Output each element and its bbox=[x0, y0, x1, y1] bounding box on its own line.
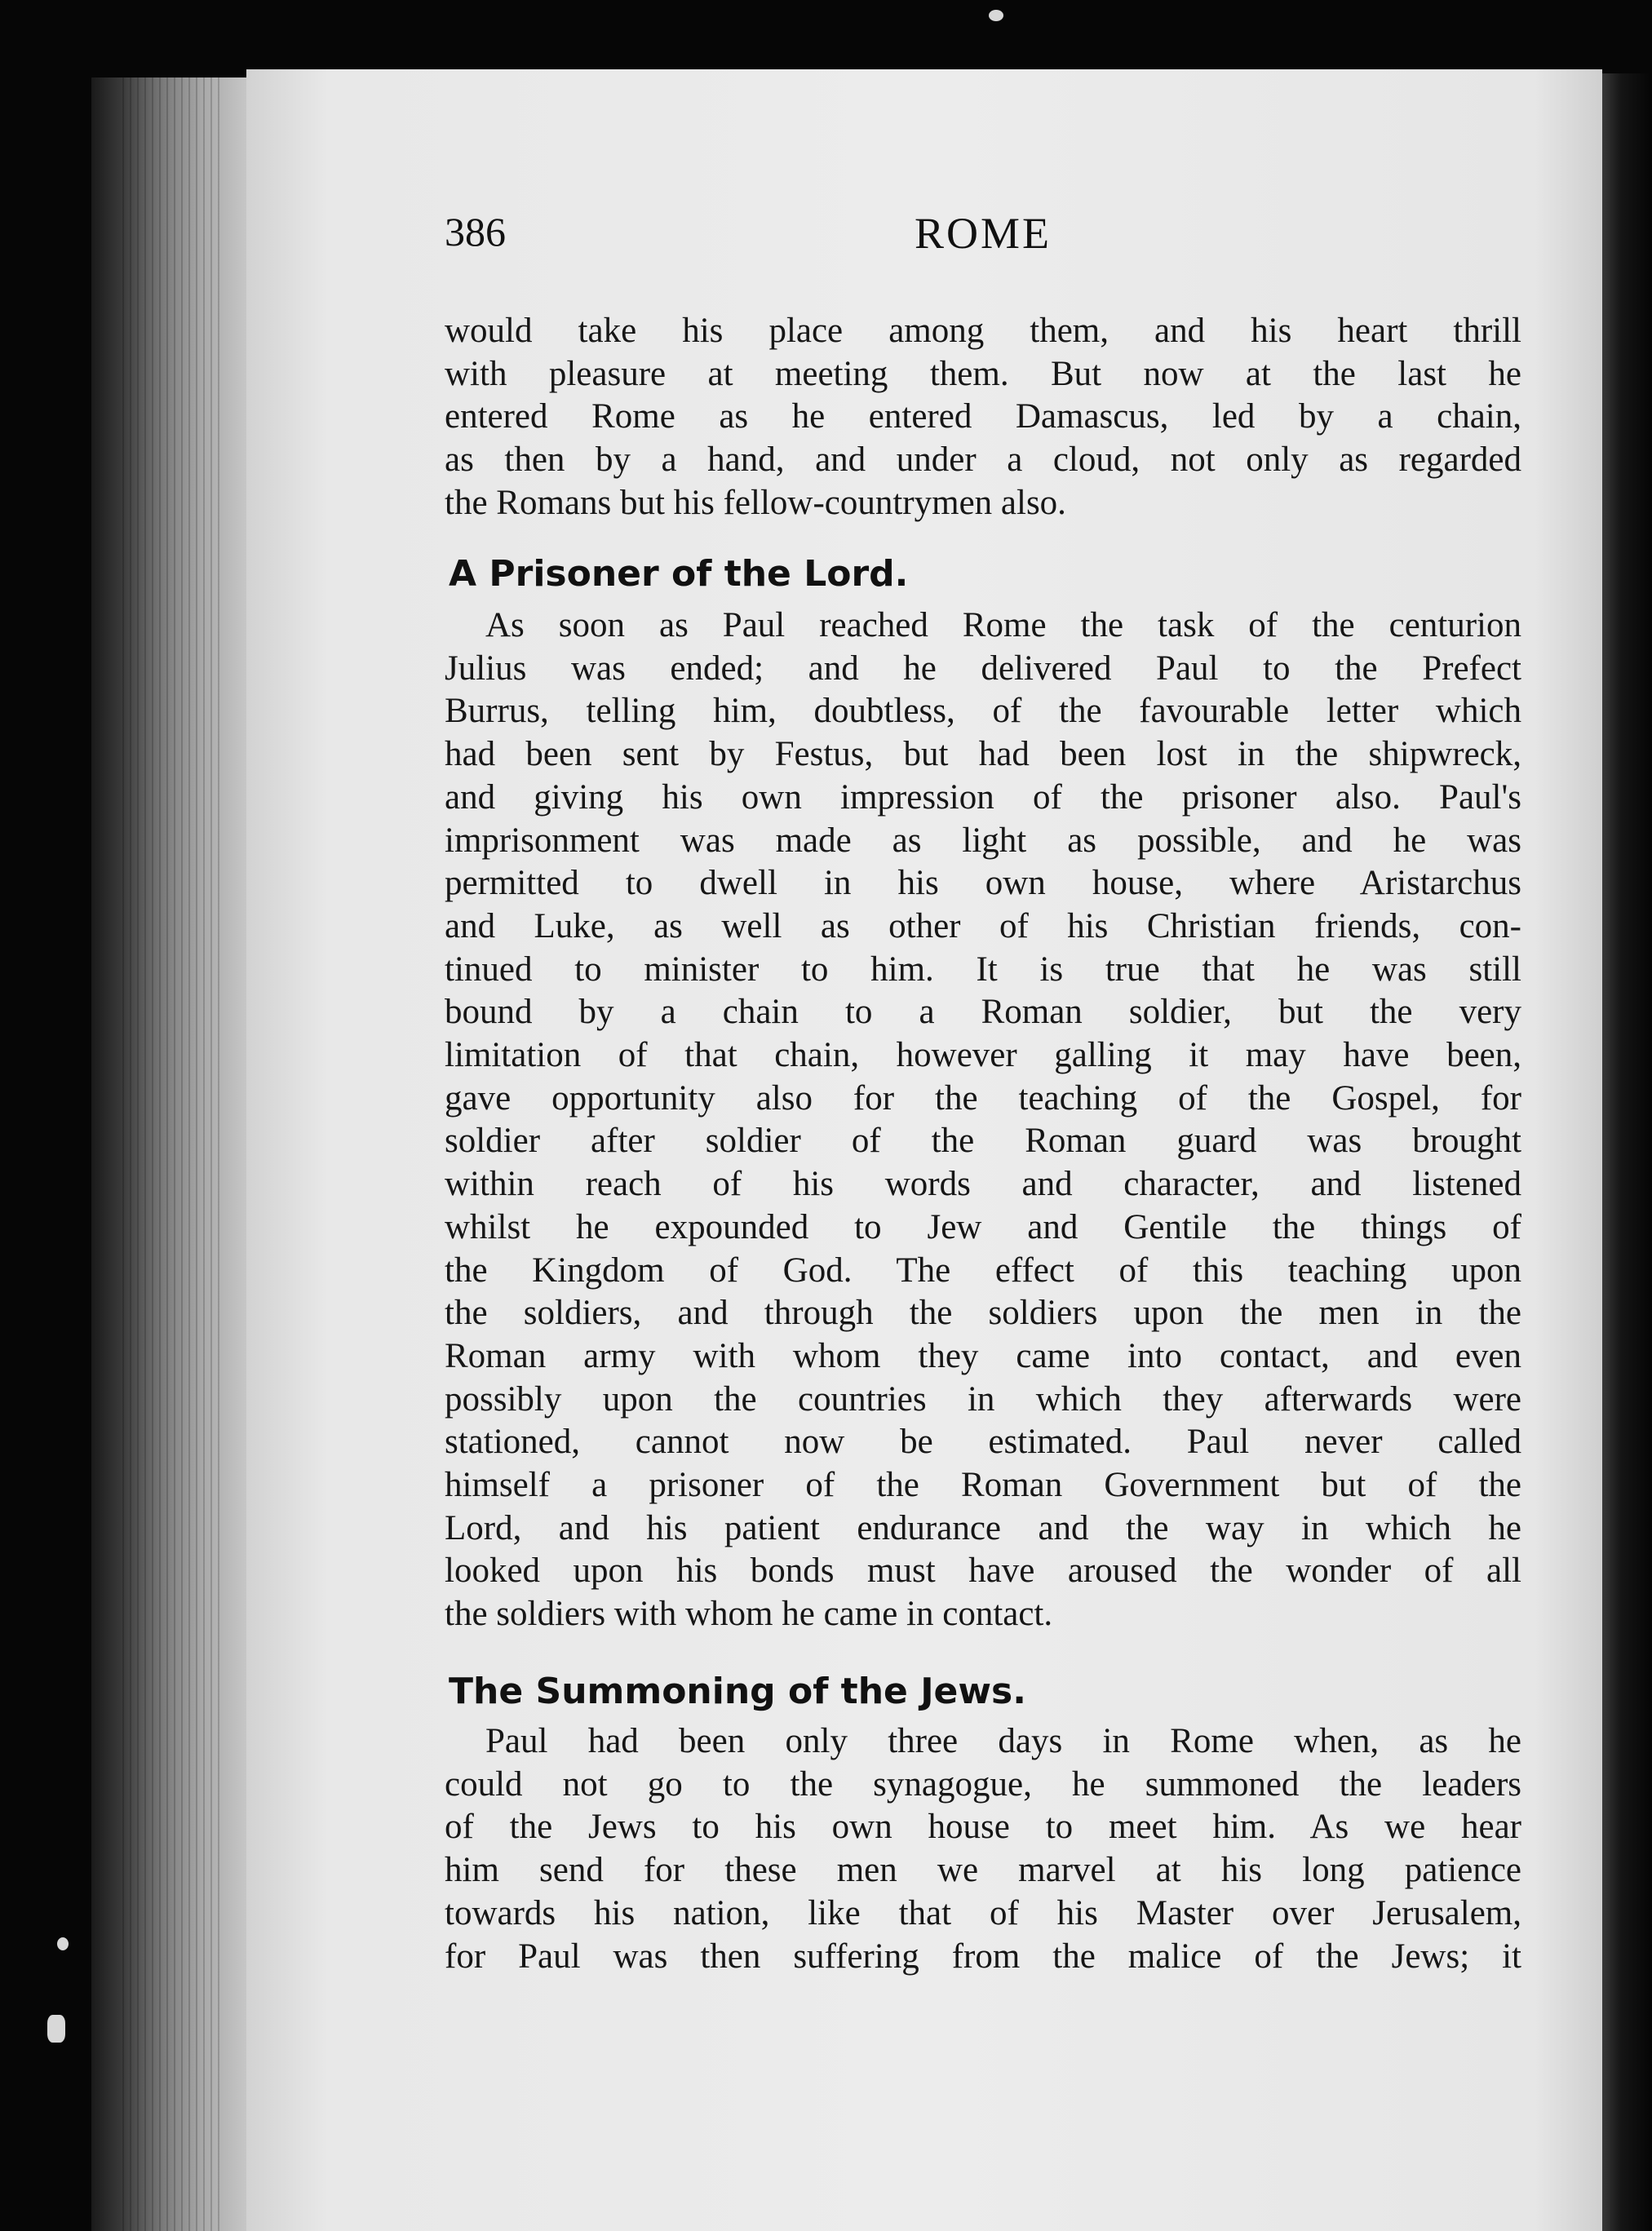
scan-speck bbox=[989, 10, 1003, 21]
text-line: the Kingdom of God. The effect of this teaching upon bbox=[445, 1251, 1521, 1290]
text-line: the soldiers with whom he came in contact. bbox=[445, 1595, 1053, 1634]
text-line: and Luke, as well as other of his Christian friends, con- bbox=[445, 906, 1521, 945]
text-line: possibly upon the countries in which they afterwards were bbox=[445, 1379, 1521, 1419]
text-line: limitation of that chain, however galling it may have been, bbox=[445, 1036, 1521, 1075]
text-line: As soon as Paul reached Rome the task of the centurion bbox=[485, 606, 1521, 644]
text-line: as then by a hand, and under a cloud, not only as regarded bbox=[445, 440, 1521, 480]
scan-speck bbox=[47, 2015, 65, 2043]
text-line: gave opportunity also for the teaching of the Gospel, for bbox=[445, 1078, 1521, 1118]
text-line: of the Jews to his own house to meet him. As we hear bbox=[445, 1808, 1521, 1847]
text-line: tinued to minister to him. It is true that he was still bbox=[445, 950, 1521, 989]
running-head bbox=[445, 208, 1521, 273]
text-line: had been sent by Festus, but had been lost in the shipwreck, bbox=[445, 735, 1521, 774]
running-title: ROME bbox=[914, 209, 1052, 258]
text-line: whilst he expounded to Jew and Gentile the things of bbox=[445, 1207, 1521, 1246]
text-line: permitted to dwell in his own house, where Aristarchus bbox=[445, 864, 1521, 903]
paragraph-prisoner bbox=[445, 604, 1521, 1636]
text-line: stationed, cannot now be estimated. Paul never called bbox=[445, 1423, 1521, 1462]
section-heading: A Prisoner of the Lord. bbox=[449, 553, 909, 595]
text-line: Burrus, telling him, doubtless, of the favourable letter which bbox=[445, 692, 1521, 731]
section-heading: The Summoning of the Jews. bbox=[449, 1671, 1026, 1712]
text-line: would take his place among them, and his heart thrill bbox=[445, 312, 1521, 350]
book-binding-edge bbox=[1601, 73, 1652, 2231]
text-line: and giving his own impression of the prisoner also. Paul's bbox=[445, 777, 1521, 817]
text-line: entered Rome as he entered Damascus, led by a chain, bbox=[445, 397, 1521, 436]
text-line: Paul had been only three days in Rome when, as he bbox=[485, 1722, 1521, 1760]
paragraph-summoning bbox=[445, 1720, 1521, 1978]
page-edges bbox=[122, 77, 220, 2231]
scan-speck bbox=[57, 1937, 69, 1950]
paragraph-continuation bbox=[445, 310, 1521, 525]
text-line: within reach of his words and character, and listened bbox=[445, 1165, 1521, 1204]
text-line: with pleasure at meeting them. But now at the last he bbox=[445, 354, 1521, 393]
text-line: the Romans but his fellow-countrymen also. bbox=[445, 483, 1066, 522]
text-line: Roman army with whom they came into contact, and even bbox=[445, 1336, 1521, 1375]
text-line: could not go to the synagogue, he summoned the leaders bbox=[445, 1764, 1521, 1804]
text-line: bound by a chain to a Roman soldier, but the very bbox=[445, 993, 1521, 1032]
text-line: the soldiers, and through the soldiers upon the men in the bbox=[445, 1294, 1521, 1333]
text-line: imprisonment was made as light as possible, and he was bbox=[445, 821, 1521, 860]
text-line: soldier after soldier of the Roman guard was brought bbox=[445, 1122, 1521, 1161]
text-line: himself a prisoner of the Roman Government but of the bbox=[445, 1466, 1521, 1505]
page-number: 386 bbox=[445, 209, 506, 255]
text-line: for Paul was then suffering from the malice of the Jews; it bbox=[445, 1937, 1521, 1976]
text-line: looked upon his bonds must have aroused the wonder of all bbox=[445, 1552, 1521, 1591]
text-line: Julius was ended; and he delivered Paul to the Prefect bbox=[445, 648, 1521, 688]
text-line: Lord, and his patient endurance and the way in which he bbox=[445, 1508, 1521, 1547]
text-line: towards his nation, like that of his Master over Jerusalem, bbox=[445, 1893, 1521, 1932]
text-line: him send for these men we marvel at his long patience bbox=[445, 1851, 1521, 1890]
